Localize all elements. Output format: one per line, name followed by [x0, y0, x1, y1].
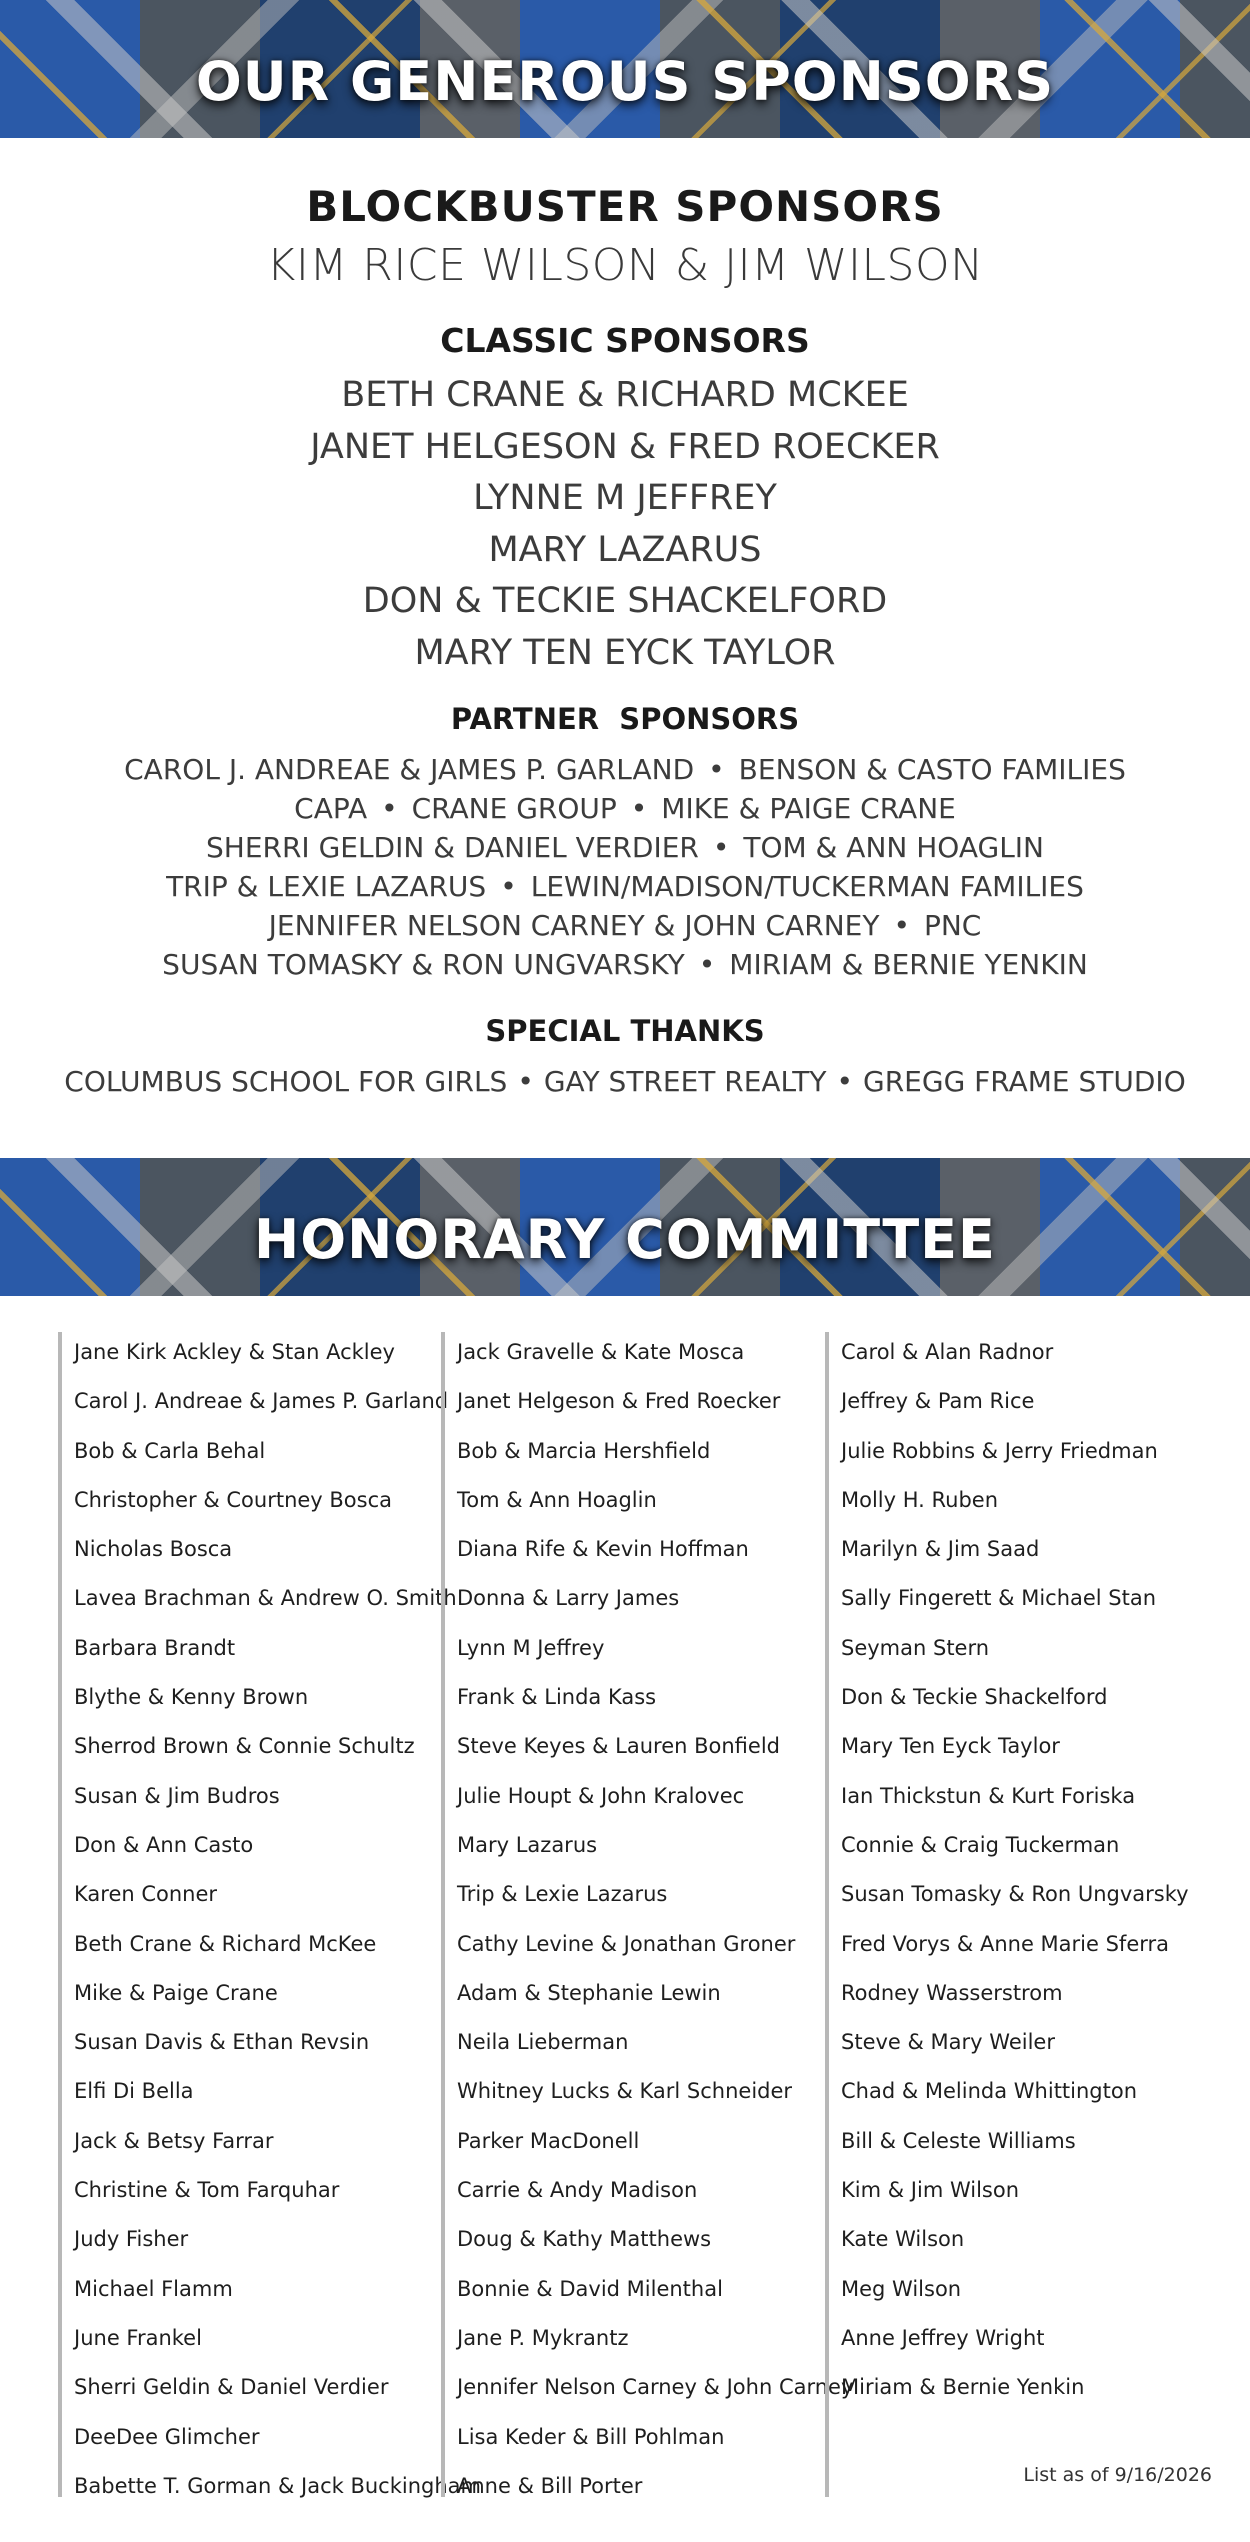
bullet-separator: • — [381, 792, 398, 825]
partner-sponsor: MIKE & PAIGE CRANE — [661, 792, 956, 825]
partner-sponsor: PNC — [923, 909, 982, 942]
bullet-separator: • — [698, 948, 716, 981]
committee-member: Jack & Betsy Farrar — [74, 2128, 274, 2153]
committee-member: Carol & Alan Radnor — [841, 1340, 1054, 1364]
committee-member: Susan Tomasky & Ron Ungvarsky — [841, 1882, 1189, 1907]
committee-member: Neila Lieberman — [457, 2030, 629, 2055]
list-date-footnote: List as of 9/16/2026 — [1023, 2464, 1212, 2486]
partner-sponsor: TRIP & LEXIE LAZARUS — [166, 870, 487, 903]
committee-member: Bob & Marcia Hershfield — [457, 1438, 711, 1463]
committee-member: Lisa Keder & Bill Pohlman — [457, 2424, 725, 2449]
bullet-separator: • — [630, 792, 648, 825]
partner-sponsor: LEWIN/MADISON/TUCKERMAN FAMILIES — [530, 870, 1084, 903]
partner-sponsor: CAPA — [294, 792, 368, 825]
committee-member: Mike & Paige Crane — [74, 1980, 278, 2005]
committee-member: Susan & Jim Budros — [74, 1783, 280, 1808]
committee-member: Sally Fingerett & Michael Stan — [841, 1586, 1157, 1611]
committee-member: Donna & Larry James — [457, 1586, 680, 1611]
committee-member: Lynn M Jeffrey — [457, 1635, 605, 1660]
committee-member: Jack Gravelle & Kate Mosca — [457, 1340, 745, 1364]
classic-sponsor: DON & TECKIE SHACKELFORD — [362, 581, 888, 621]
committee-member: Jane P. Mykrantz — [457, 2325, 629, 2350]
thanks-name: GAY STREET REALTY — [543, 1065, 827, 1098]
committee-member: Adam & Stephanie Lewin — [457, 1980, 721, 2005]
committee-member: Don & Teckie Shackelford — [841, 1685, 1108, 1710]
committee-member: Nicholas Bosca — [74, 1537, 233, 1562]
partner-sponsor: BENSON & CASTO FAMILIES — [738, 753, 1126, 786]
committee-member: June Frankel — [74, 2325, 202, 2350]
committee-member: Blythe & Kenny Brown — [74, 1685, 309, 1710]
partner-line — [0, 828, 1250, 867]
classic-sponsor: MARY TEN EYCK TAYLOR — [414, 632, 836, 673]
committee-member: Parker MacDonell — [457, 2128, 640, 2153]
partner-line — [0, 789, 1250, 828]
committee-member: Diana Rife & Kevin Hoffman — [457, 1537, 749, 1562]
classic-sponsor-list — [0, 370, 1250, 679]
classic-sponsor: LYNNE M JEFFREY — [473, 478, 777, 518]
sponsors-banner-title: OUR GENEROUS SPONSORS — [195, 50, 1055, 113]
sponsors-banner — [0, 0, 1250, 138]
special-thanks-heading: SPECIAL THANKS — [485, 1014, 765, 1048]
blockbuster-heading: BLOCKBUSTER SPONSORS — [306, 182, 944, 231]
committee-member: Frank & Linda Kass — [457, 1685, 657, 1710]
classic-sponsor: JANET HELGESON & FRED ROECKER — [310, 426, 940, 467]
committee-member: Anne & Bill Porter — [457, 2473, 643, 2498]
committee-member: Cathy Levine & Jonathan Groner — [457, 1931, 796, 1956]
committee-member: Meg Wilson — [841, 2276, 962, 2301]
classic-heading: CLASSIC SPONSORS — [440, 321, 810, 360]
committee-member: Chad & Melinda Whittington — [841, 2079, 1138, 2104]
committee-member: Susan Davis & Ethan Revsin — [74, 2030, 370, 2055]
committee-member: Anne Jeffrey Wright — [841, 2325, 1045, 2350]
bullet-separator: • — [836, 1065, 854, 1098]
committee-column-1 — [58, 1332, 481, 2498]
committee-member: Barbara Brandt — [74, 1635, 236, 1660]
committee-member: Jennifer Nelson Carney & John Carney — [457, 2375, 854, 2400]
committee-member: Christine & Tom Farquhar — [74, 2178, 340, 2203]
committee-member: Carol J. Andreae & James P. Garland — [74, 1389, 449, 1414]
committee-column-2 — [441, 1332, 854, 2498]
committee-member: Fred Vorys & Anne Marie Sferra — [841, 1931, 1170, 1956]
committee-member: Julie Houpt & John Kralovec — [457, 1783, 745, 1808]
committee-member: Steve & Mary Weiler — [841, 2030, 1055, 2055]
committee-member: Jane Kirk Ackley & Stan Ackley — [74, 1340, 395, 1364]
committee-member: Sherrod Brown & Connie Schultz — [74, 1734, 415, 1759]
committee-member: Marilyn & Jim Saad — [841, 1537, 1040, 1562]
partner-sponsor: TOM & ANN HOAGLIN — [743, 831, 1045, 864]
partner-sponsor: CAROL J. ANDREAE & JAMES P. GARLAND — [124, 753, 695, 786]
committee-member: Babette T. Gorman & Jack Buckingham — [74, 2473, 481, 2498]
sponsors-section — [0, 138, 1250, 1158]
committee-member: Kim & Jim Wilson — [841, 2178, 1020, 2203]
partner-sponsor: JENNIFER NELSON CARNEY & JOHN CARNEY — [268, 909, 880, 942]
partner-line — [0, 906, 1250, 945]
committee-member: Seyman Stern — [841, 1635, 990, 1660]
committee-member: Mary Lazarus — [457, 1832, 598, 1857]
bullet-separator: • — [712, 831, 730, 864]
committee-member: Sherri Geldin & Daniel Verdier — [74, 2375, 389, 2400]
committee-member: Rodney Wasserstrom — [841, 1980, 1063, 2005]
committee-member: Karen Conner — [74, 1882, 218, 1907]
bullet-separator: • — [517, 1065, 534, 1098]
thanks-name: GREGG FRAME STUDIO — [863, 1065, 1186, 1098]
committee-member: Whitney Lucks & Karl Schneider — [457, 2079, 793, 2104]
partner-sponsor: SHERRI GELDIN & DANIEL VERDIER — [205, 831, 699, 864]
committee-member: Judy Fisher — [74, 2227, 189, 2252]
committee-member: Mary Ten Eyck Taylor — [841, 1734, 1060, 1759]
committee-member: Jeffrey & Pam Rice — [841, 1389, 1035, 1414]
committee-member: Carrie & Andy Madison — [457, 2178, 698, 2203]
bullet-separator: • — [500, 870, 517, 903]
committee-member: Don & Ann Casto — [74, 1832, 254, 1857]
committee-member: Kate Wilson — [841, 2227, 965, 2252]
bullet-separator: • — [708, 753, 725, 786]
honorary-committee-section — [0, 1296, 1250, 2542]
partner-sponsor: MIRIAM & BERNIE YENKIN — [729, 948, 1088, 981]
committee-member: Miriam & Bernie Yenkin — [841, 2375, 1085, 2400]
special-thanks-line — [0, 1065, 1250, 1098]
partner-sponsor-list — [0, 750, 1250, 984]
committee-member: Michael Flamm — [74, 2276, 233, 2301]
committee-member: DeeDee Glimcher — [74, 2424, 260, 2449]
committee-member: Bob & Carla Behal — [74, 1438, 266, 1463]
classic-sponsor: MARY LAZARUS — [488, 529, 762, 570]
partner-sponsor: SUSAN TOMASKY & RON UNGVARSKY — [162, 948, 685, 981]
committee-member: Elfi Di Bella — [74, 2079, 194, 2104]
committee-member: Janet Helgeson & Fred Roecker — [457, 1389, 781, 1414]
committee-banner-title: HONORARY COMMITTEE — [254, 1208, 996, 1271]
committee-member: Connie & Craig Tuckerman — [841, 1832, 1120, 1857]
committee-member: Lavea Brachman & Andrew O. Smith — [74, 1586, 457, 1611]
committee-column-3 — [825, 1332, 1199, 2497]
committee-member: Ian Thickstun & Kurt Foriska — [841, 1783, 1136, 1808]
thanks-name: COLUMBUS SCHOOL FOR GIRLS — [64, 1065, 508, 1098]
committee-banner — [0, 1158, 1250, 1296]
committee-member: Trip & Lexie Lazarus — [457, 1882, 668, 1907]
committee-member: Molly H. Ruben — [841, 1487, 999, 1512]
committee-member: Bill & Celeste Williams — [841, 2128, 1076, 2153]
committee-member: Julie Robbins & Jerry Friedman — [841, 1438, 1158, 1463]
partner-line — [0, 750, 1250, 789]
bullet-separator: • — [893, 909, 910, 942]
partner-line — [0, 945, 1250, 984]
classic-sponsor: BETH CRANE & RICHARD MCKEE — [341, 375, 909, 415]
partner-heading: PARTNER SPONSORS — [450, 702, 800, 736]
committee-member: Christopher & Courtney Bosca — [74, 1487, 393, 1512]
partner-line — [0, 867, 1250, 906]
committee-member: Tom & Ann Hoaglin — [457, 1487, 657, 1512]
committee-member: Bonnie & David Milenthal — [457, 2276, 723, 2301]
blockbuster-sponsor-name: KIM RICE WILSON & JIM WILSON — [266, 240, 984, 291]
partner-sponsor: CRANE GROUP — [411, 792, 617, 825]
committee-member: Doug & Kathy Matthews — [457, 2227, 712, 2252]
committee-member: Steve Keyes & Lauren Bonfield — [457, 1734, 780, 1759]
committee-member: Beth Crane & Richard McKee — [74, 1931, 377, 1956]
